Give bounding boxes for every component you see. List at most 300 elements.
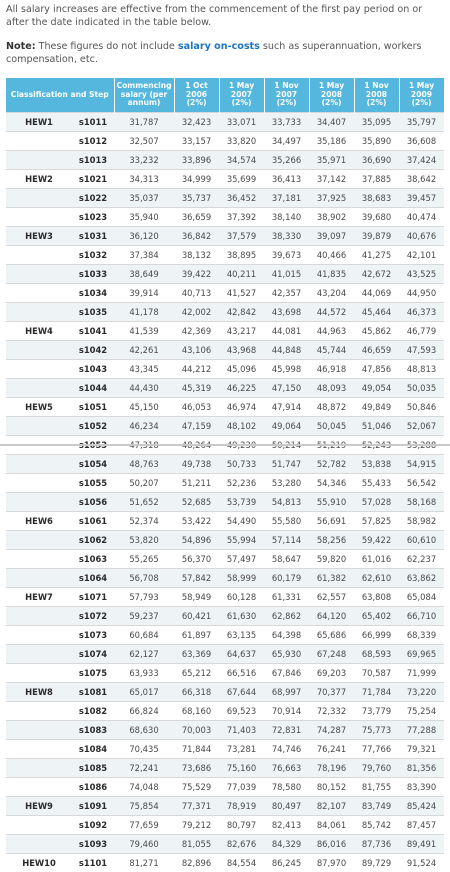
salary-cell: 83,749 xyxy=(354,797,399,816)
salary-cell: 63,135 xyxy=(219,626,264,645)
salary-cell: 56,691 xyxy=(309,512,354,531)
salary-cell: 40,474 xyxy=(399,208,444,227)
salary-cell: 62,610 xyxy=(354,569,399,588)
salary-cell: 64,398 xyxy=(264,626,309,645)
salary-cell: 39,457 xyxy=(399,189,444,208)
classification-cell: HEW9 xyxy=(6,797,72,816)
step-cell: s1022 xyxy=(72,189,114,208)
salary-cell: 32,423 xyxy=(174,113,219,132)
commencing-salary-cell: 77,659 xyxy=(114,816,174,835)
commencing-salary-cell: 43,345 xyxy=(114,360,174,379)
salary-cell: 77,371 xyxy=(174,797,219,816)
salary-cell: 42,842 xyxy=(219,303,264,322)
salary-cell: 85,742 xyxy=(354,816,399,835)
salary-cell: 49,738 xyxy=(174,455,219,474)
step-cell: s1031 xyxy=(72,227,114,246)
salary-cell: 67,248 xyxy=(309,645,354,664)
salary-cell: 66,318 xyxy=(174,683,219,702)
step-cell: s1021 xyxy=(72,170,114,189)
salary-cell: 58,999 xyxy=(219,569,264,588)
salary-cell: 59,820 xyxy=(309,550,354,569)
salary-cell: 44,848 xyxy=(264,341,309,360)
salary-cell: 69,523 xyxy=(219,702,264,721)
salary-cell: 35,699 xyxy=(219,170,264,189)
classification-cell xyxy=(6,417,72,436)
salary-cell: 38,683 xyxy=(354,189,399,208)
salary-cell: 45,096 xyxy=(219,360,264,379)
salary-cell: 38,902 xyxy=(309,208,354,227)
salary-cell: 60,179 xyxy=(264,569,309,588)
salary-cell: 40,466 xyxy=(309,246,354,265)
step-cell: s1075 xyxy=(72,664,114,683)
commencing-salary-cell: 34,313 xyxy=(114,170,174,189)
step-cell: s1064 xyxy=(72,569,114,588)
step-cell: s1042 xyxy=(72,341,114,360)
table-row xyxy=(6,493,444,512)
step-cell: s1041 xyxy=(72,322,114,341)
salary-cell: 35,971 xyxy=(309,151,354,170)
salary-cell: 40,211 xyxy=(219,265,264,284)
table-row xyxy=(6,132,444,151)
step-cell: s1061 xyxy=(72,512,114,531)
classification-cell: HEW6 xyxy=(6,512,72,531)
salary-cell: 80,797 xyxy=(219,816,264,835)
salary-cell: 47,150 xyxy=(264,379,309,398)
note-text-before: These figures do not include xyxy=(36,41,178,52)
salary-on-costs-link[interactable]: salary on-costs xyxy=(178,41,260,52)
commencing-salary-cell: 66,824 xyxy=(114,702,174,721)
header-date-col: 1 May 2009 (2%) xyxy=(399,78,444,113)
table-row xyxy=(6,246,444,265)
classification-cell xyxy=(6,778,72,797)
step-cell: s1051 xyxy=(72,398,114,417)
salary-cell: 52,067 xyxy=(399,417,444,436)
salary-cell: 35,186 xyxy=(309,132,354,151)
header-commencing-salary: Commencing salary (per annum) xyxy=(114,78,174,113)
commencing-salary-cell: 62,127 xyxy=(114,645,174,664)
step-cell: s1086 xyxy=(72,778,114,797)
salary-cell: 44,950 xyxy=(399,284,444,303)
table-row xyxy=(6,588,444,607)
table-row xyxy=(6,360,444,379)
step-cell: s1043 xyxy=(72,360,114,379)
commencing-salary-cell: 46,234 xyxy=(114,417,174,436)
commencing-salary-cell: 53,820 xyxy=(114,531,174,550)
salary-cell: 87,970 xyxy=(309,854,354,872)
salary-cell: 36,690 xyxy=(354,151,399,170)
commencing-salary-cell: 32,507 xyxy=(114,132,174,151)
classification-cell xyxy=(6,189,72,208)
salary-cell: 51,046 xyxy=(354,417,399,436)
table-row xyxy=(6,455,444,474)
commencing-salary-cell: 37,384 xyxy=(114,246,174,265)
classification-cell xyxy=(6,474,72,493)
salary-cell: 66,710 xyxy=(399,607,444,626)
salary-cell: 38,140 xyxy=(264,208,309,227)
commencing-salary-cell: 31,787 xyxy=(114,113,174,132)
commencing-salary-cell: 50,207 xyxy=(114,474,174,493)
classification-cell xyxy=(6,284,72,303)
salary-cell: 80,497 xyxy=(264,797,309,816)
salary-cell: 75,254 xyxy=(399,702,444,721)
salary-cell: 42,101 xyxy=(399,246,444,265)
salary-cell: 43,968 xyxy=(219,341,264,360)
commencing-salary-cell: 41,539 xyxy=(114,322,174,341)
salary-cell: 50,035 xyxy=(399,379,444,398)
classification-cell xyxy=(6,835,72,854)
commencing-salary-cell: 75,854 xyxy=(114,797,174,816)
salary-cell: 73,779 xyxy=(354,702,399,721)
table-row xyxy=(6,170,444,189)
commencing-salary-cell: 35,940 xyxy=(114,208,174,227)
salary-cell: 36,413 xyxy=(264,170,309,189)
step-cell: s1032 xyxy=(72,246,114,265)
salary-cell: 63,808 xyxy=(354,588,399,607)
classification-cell xyxy=(6,645,72,664)
salary-cell: 74,746 xyxy=(264,740,309,759)
salary-cell: 68,593 xyxy=(354,645,399,664)
commencing-salary-cell: 70,435 xyxy=(114,740,174,759)
classification-cell xyxy=(6,132,72,151)
classification-cell xyxy=(6,531,72,550)
salary-cell: 50,846 xyxy=(399,398,444,417)
table-row xyxy=(6,341,444,360)
salary-cell: 45,862 xyxy=(354,322,399,341)
salary-cell: 57,114 xyxy=(264,531,309,550)
commencing-salary-cell: 74,048 xyxy=(114,778,174,797)
step-cell: s1083 xyxy=(72,721,114,740)
salary-cell: 54,915 xyxy=(399,455,444,474)
salary-cell: 78,919 xyxy=(219,797,264,816)
classification-cell xyxy=(6,702,72,721)
table-row xyxy=(6,322,444,341)
salary-cell: 36,452 xyxy=(219,189,264,208)
salary-cell: 43,525 xyxy=(399,265,444,284)
salary-cell: 84,554 xyxy=(219,854,264,872)
salary-cell: 46,053 xyxy=(174,398,219,417)
salary-cell: 55,994 xyxy=(219,531,264,550)
commencing-salary-cell: 45,150 xyxy=(114,398,174,417)
step-cell: s1085 xyxy=(72,759,114,778)
commencing-salary-cell: 44,430 xyxy=(114,379,174,398)
salary-cell: 61,331 xyxy=(264,588,309,607)
salary-cell: 41,015 xyxy=(264,265,309,284)
commencing-salary-cell: 65,017 xyxy=(114,683,174,702)
salary-cell: 35,890 xyxy=(354,132,399,151)
salary-table xyxy=(6,78,445,872)
salary-cell: 71,999 xyxy=(399,664,444,683)
classification-cell xyxy=(6,759,72,778)
salary-cell: 45,319 xyxy=(174,379,219,398)
salary-cell: 40,713 xyxy=(174,284,219,303)
step-cell: s1084 xyxy=(72,740,114,759)
salary-cell: 48,093 xyxy=(309,379,354,398)
step-cell: s1063 xyxy=(72,550,114,569)
classification-cell xyxy=(6,721,72,740)
salary-cell: 49,054 xyxy=(354,379,399,398)
salary-cell: 79,321 xyxy=(399,740,444,759)
step-cell: s1011 xyxy=(72,113,114,132)
salary-cell: 49,064 xyxy=(264,417,309,436)
step-cell: s1023 xyxy=(72,208,114,227)
salary-cell: 77,766 xyxy=(354,740,399,759)
classification-cell xyxy=(6,816,72,835)
salary-cell: 33,820 xyxy=(219,132,264,151)
salary-cell: 60,128 xyxy=(219,588,264,607)
salary-cell: 62,237 xyxy=(399,550,444,569)
salary-cell: 37,392 xyxy=(219,208,264,227)
salary-cell: 91,524 xyxy=(399,854,444,872)
salary-cell: 43,106 xyxy=(174,341,219,360)
classification-cell xyxy=(6,455,72,474)
salary-cell: 45,744 xyxy=(309,341,354,360)
salary-cell: 73,220 xyxy=(399,683,444,702)
salary-cell: 61,382 xyxy=(309,569,354,588)
salary-cell: 61,016 xyxy=(354,550,399,569)
table-row xyxy=(6,835,444,854)
classification-cell xyxy=(6,493,72,512)
salary-cell: 46,918 xyxy=(309,360,354,379)
salary-cell: 33,896 xyxy=(174,151,219,170)
step-cell: s1052 xyxy=(72,417,114,436)
salary-cell: 48,813 xyxy=(399,360,444,379)
salary-cell: 41,835 xyxy=(309,265,354,284)
salary-cell: 66,999 xyxy=(354,626,399,645)
salary-cell: 39,680 xyxy=(354,208,399,227)
commencing-salary-cell: 41,178 xyxy=(114,303,174,322)
salary-cell: 79,760 xyxy=(354,759,399,778)
intro-text: All salary increases are effective from the commencement of the first pay period on or after the date indicated in the table below. xyxy=(6,3,446,29)
salary-cell: 42,672 xyxy=(354,265,399,284)
salary-cell: 34,999 xyxy=(174,170,219,189)
salary-cell: 58,168 xyxy=(399,493,444,512)
salary-cell: 33,071 xyxy=(219,113,264,132)
table-row xyxy=(6,645,444,664)
salary-cell: 48,872 xyxy=(309,398,354,417)
classification-cell: HEW8 xyxy=(6,683,72,702)
commencing-salary-cell: 59,237 xyxy=(114,607,174,626)
commencing-salary-cell: 68,630 xyxy=(114,721,174,740)
salary-cell: 78,580 xyxy=(264,778,309,797)
header-date-col: 1 May 2007 (2%) xyxy=(219,78,264,113)
step-cell: s1035 xyxy=(72,303,114,322)
commencing-salary-cell: 42,261 xyxy=(114,341,174,360)
salary-cell: 52,685 xyxy=(174,493,219,512)
classification-cell xyxy=(6,379,72,398)
salary-cell: 81,356 xyxy=(399,759,444,778)
step-cell: s1091 xyxy=(72,797,114,816)
commencing-salary-cell: 57,793 xyxy=(114,588,174,607)
salary-cell: 59,422 xyxy=(354,531,399,550)
salary-cell: 70,587 xyxy=(354,664,399,683)
salary-cell: 47,593 xyxy=(399,341,444,360)
salary-cell: 49,849 xyxy=(354,398,399,417)
salary-cell: 72,332 xyxy=(309,702,354,721)
salary-cell: 69,203 xyxy=(309,664,354,683)
salary-cell: 35,266 xyxy=(264,151,309,170)
salary-cell: 39,097 xyxy=(309,227,354,246)
note-text xyxy=(6,40,446,66)
table-row xyxy=(6,607,444,626)
classification-cell xyxy=(6,550,72,569)
classification-cell: HEW3 xyxy=(6,227,72,246)
salary-cell: 84,061 xyxy=(309,816,354,835)
salary-cell: 35,095 xyxy=(354,113,399,132)
salary-cell: 79,212 xyxy=(174,816,219,835)
salary-cell: 58,647 xyxy=(264,550,309,569)
classification-cell: HEW7 xyxy=(6,588,72,607)
table-row xyxy=(6,664,444,683)
step-cell: s1092 xyxy=(72,816,114,835)
table-row xyxy=(6,778,444,797)
image-seam-divider xyxy=(0,444,450,446)
commencing-salary-cell: 33,232 xyxy=(114,151,174,170)
salary-cell: 76,663 xyxy=(264,759,309,778)
salary-cell: 46,779 xyxy=(399,322,444,341)
table-row xyxy=(6,702,444,721)
salary-cell: 46,659 xyxy=(354,341,399,360)
table-row xyxy=(6,398,444,417)
salary-cell: 68,339 xyxy=(399,626,444,645)
salary-cell: 68,997 xyxy=(264,683,309,702)
salary-cell: 84,329 xyxy=(264,835,309,854)
salary-cell: 41,275 xyxy=(354,246,399,265)
salary-cell: 44,963 xyxy=(309,322,354,341)
classification-cell xyxy=(6,626,72,645)
salary-cell: 71,844 xyxy=(174,740,219,759)
salary-cell: 60,610 xyxy=(399,531,444,550)
note-label: Note: xyxy=(6,41,36,52)
salary-cell: 63,862 xyxy=(399,569,444,588)
commencing-salary-cell: 63,933 xyxy=(114,664,174,683)
commencing-salary-cell: 35,037 xyxy=(114,189,174,208)
salary-cell: 38,330 xyxy=(264,227,309,246)
salary-cell: 70,377 xyxy=(309,683,354,702)
classification-cell xyxy=(6,303,72,322)
salary-cell: 87,736 xyxy=(354,835,399,854)
salary-cell: 38,132 xyxy=(174,246,219,265)
step-cell: s1055 xyxy=(72,474,114,493)
salary-cell: 47,159 xyxy=(174,417,219,436)
salary-cell: 35,797 xyxy=(399,113,444,132)
salary-cell: 89,491 xyxy=(399,835,444,854)
salary-cell: 65,084 xyxy=(399,588,444,607)
salary-cell: 82,896 xyxy=(174,854,219,872)
classification-cell xyxy=(6,569,72,588)
salary-cell: 58,982 xyxy=(399,512,444,531)
salary-cell: 39,673 xyxy=(264,246,309,265)
salary-cell: 55,910 xyxy=(309,493,354,512)
table-row xyxy=(6,759,444,778)
note-text-after: such as superannuation, workers compensation, etc. xyxy=(6,41,422,65)
salary-cell: 55,433 xyxy=(354,474,399,493)
salary-cell: 45,464 xyxy=(354,303,399,322)
salary-cell: 51,211 xyxy=(174,474,219,493)
header-date-col: 1 Nov 2007 (2%) xyxy=(264,78,309,113)
table-row xyxy=(6,531,444,550)
salary-cell: 58,256 xyxy=(309,531,354,550)
salary-cell: 65,686 xyxy=(309,626,354,645)
salary-cell: 62,862 xyxy=(264,607,309,626)
salary-cell: 77,288 xyxy=(399,721,444,740)
table-row xyxy=(6,113,444,132)
commencing-salary-cell: 60,684 xyxy=(114,626,174,645)
salary-cell: 72,831 xyxy=(264,721,309,740)
classification-cell xyxy=(6,151,72,170)
salary-cell: 66,516 xyxy=(219,664,264,683)
salary-cell: 37,424 xyxy=(399,151,444,170)
salary-cell: 54,490 xyxy=(219,512,264,531)
commencing-salary-cell: 79,460 xyxy=(114,835,174,854)
salary-cell: 75,773 xyxy=(354,721,399,740)
table-body xyxy=(6,113,444,872)
salary-cell: 45,998 xyxy=(264,360,309,379)
salary-cell: 53,739 xyxy=(219,493,264,512)
salary-cell: 81,055 xyxy=(174,835,219,854)
salary-cell: 51,747 xyxy=(264,455,309,474)
commencing-salary-cell: 56,708 xyxy=(114,569,174,588)
table-row xyxy=(6,227,444,246)
salary-cell: 57,825 xyxy=(354,512,399,531)
salary-cell: 43,204 xyxy=(309,284,354,303)
salary-cell: 33,157 xyxy=(174,132,219,151)
commencing-salary-cell: 36,120 xyxy=(114,227,174,246)
commencing-salary-cell: 55,265 xyxy=(114,550,174,569)
salary-cell: 85,424 xyxy=(399,797,444,816)
step-cell: s1101 xyxy=(72,854,114,872)
commencing-salary-cell: 81,271 xyxy=(114,854,174,872)
salary-cell: 47,856 xyxy=(354,360,399,379)
table-row xyxy=(6,683,444,702)
salary-cell: 34,407 xyxy=(309,113,354,132)
salary-cell: 50,045 xyxy=(309,417,354,436)
salary-cell: 65,212 xyxy=(174,664,219,683)
salary-cell: 43,217 xyxy=(219,322,264,341)
header-date-col: 1 Nov 2008 (2%) xyxy=(354,78,399,113)
salary-cell: 54,346 xyxy=(309,474,354,493)
salary-cell: 63,369 xyxy=(174,645,219,664)
salary-cell: 42,357 xyxy=(264,284,309,303)
salary-cell: 75,160 xyxy=(219,759,264,778)
table-row xyxy=(6,740,444,759)
table-row xyxy=(6,265,444,284)
step-cell: s1013 xyxy=(72,151,114,170)
step-cell: s1062 xyxy=(72,531,114,550)
table-row xyxy=(6,151,444,170)
salary-cell: 54,813 xyxy=(264,493,309,512)
salary-cell: 48,102 xyxy=(219,417,264,436)
step-cell: s1054 xyxy=(72,455,114,474)
step-cell: s1072 xyxy=(72,607,114,626)
salary-cell: 75,529 xyxy=(174,778,219,797)
commencing-salary-cell: 51,652 xyxy=(114,493,174,512)
step-cell: s1044 xyxy=(72,379,114,398)
salary-cell: 46,974 xyxy=(219,398,264,417)
salary-cell: 44,069 xyxy=(354,284,399,303)
salary-cell: 60,421 xyxy=(174,607,219,626)
salary-cell: 70,914 xyxy=(264,702,309,721)
salary-cell: 37,142 xyxy=(309,170,354,189)
salary-cell: 46,373 xyxy=(399,303,444,322)
salary-cell: 36,842 xyxy=(174,227,219,246)
salary-cell: 87,457 xyxy=(399,816,444,835)
table-row xyxy=(6,303,444,322)
salary-cell: 43,698 xyxy=(264,303,309,322)
commencing-salary-cell: 39,914 xyxy=(114,284,174,303)
header-date-col: 1 May 2008 (2%) xyxy=(309,78,354,113)
salary-cell: 52,782 xyxy=(309,455,354,474)
classification-cell: HEW10 xyxy=(6,854,72,872)
